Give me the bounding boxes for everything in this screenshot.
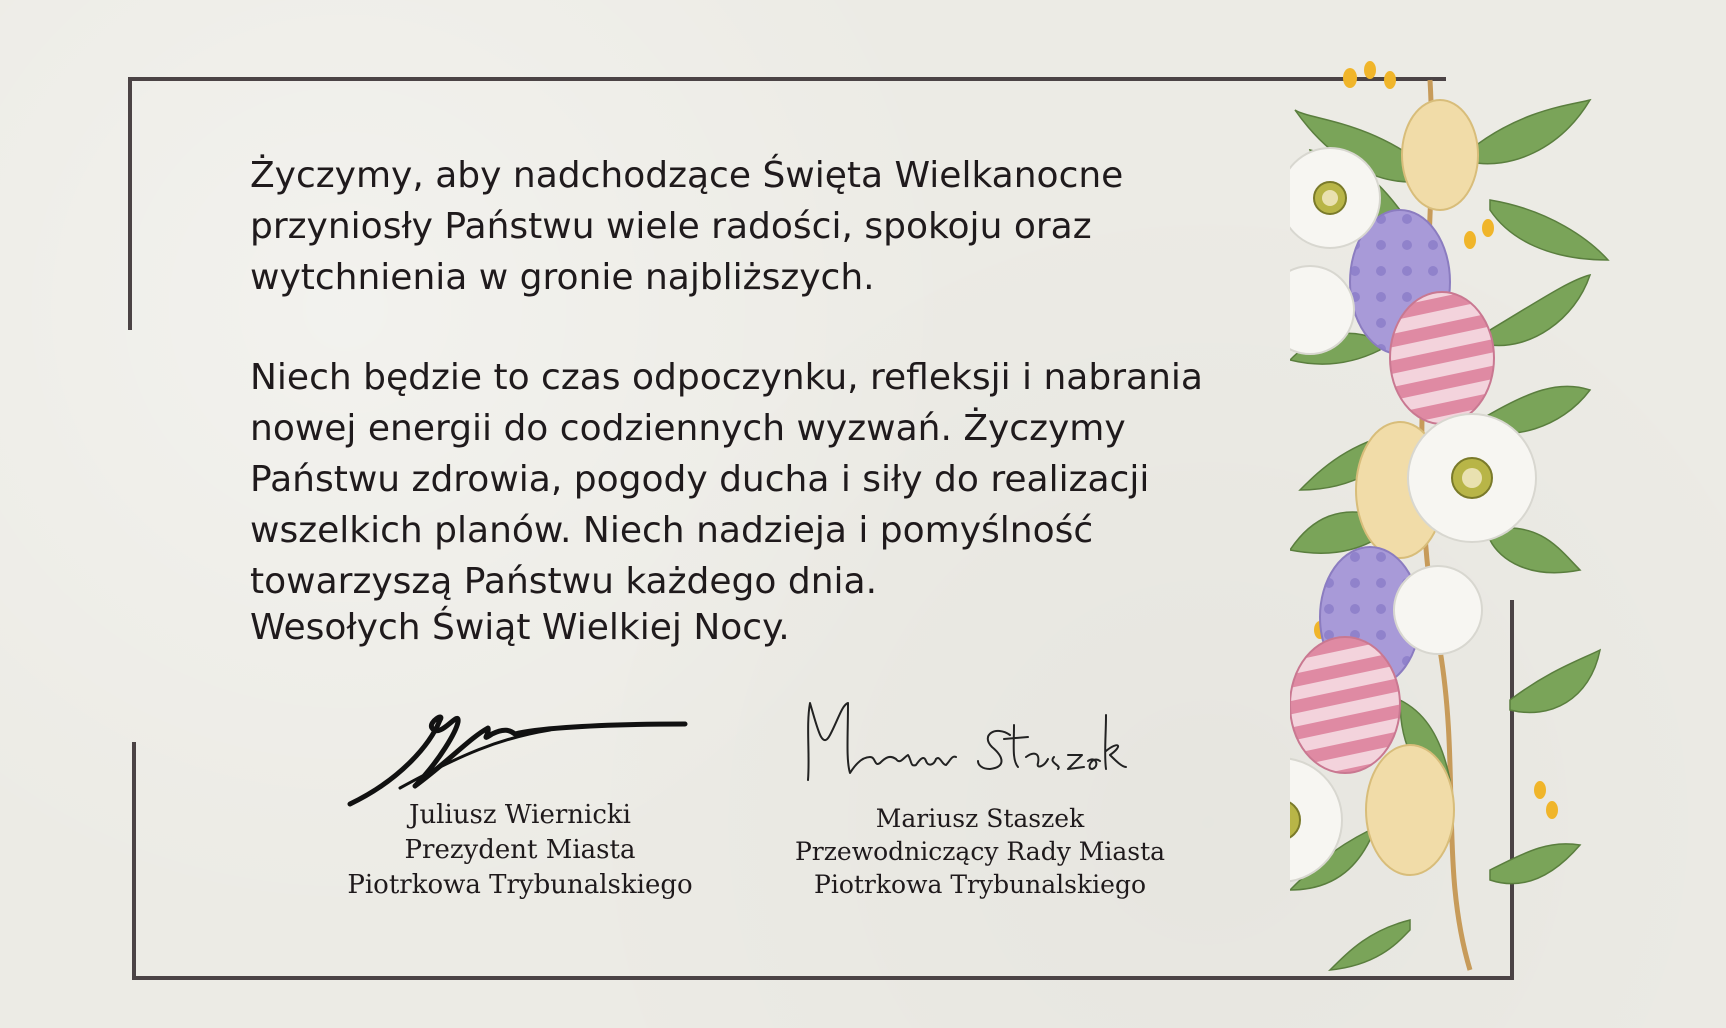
greeting-paragraph-2: Niech będzie to czas odpoczynku, refleksji i nabrania nowej energii do codziennych wyzwań. Życzymy Państwu zdrowia, pogody ducha i siły do realizacji wszelkich planów. Niech nadzieja i pomyślność towarzyszą Państwu każdego dnia. xyxy=(250,357,1203,602)
easter-floral-decoration xyxy=(1290,50,1726,980)
signature-staszek-icon xyxy=(800,695,1130,785)
signatory-name: Mariusz Staszek xyxy=(875,804,1085,833)
signatory-title: Prezydent Miasta xyxy=(404,835,636,865)
frame-left-upper-line xyxy=(128,77,132,330)
frame-top-line xyxy=(128,77,1446,81)
signature-wiernicki-icon xyxy=(340,700,700,810)
greeting-closing: Wesołych Świąt Wielkiej Nocy. xyxy=(250,607,790,648)
greeting-paragraph-1: Życzymy, aby nadchodzące Święta Wielkanocne przyniosły Państwu wiele radości, spokoju oraz wytchnienia w gronie najbliższych. xyxy=(250,155,1124,298)
signatory-city: Piotrkowa Trybunalskiego xyxy=(814,870,1146,899)
signatory-name: Juliusz Wiernicki xyxy=(409,800,631,830)
signatory-title: Przewodniczący Rady Miasta xyxy=(794,837,1166,866)
signatory-staszek xyxy=(780,802,1180,901)
signatory-wiernicki xyxy=(340,798,700,903)
frame-left-lower-line xyxy=(132,742,136,980)
signatory-city: Piotrkowa Trybunalskiego xyxy=(347,870,693,900)
